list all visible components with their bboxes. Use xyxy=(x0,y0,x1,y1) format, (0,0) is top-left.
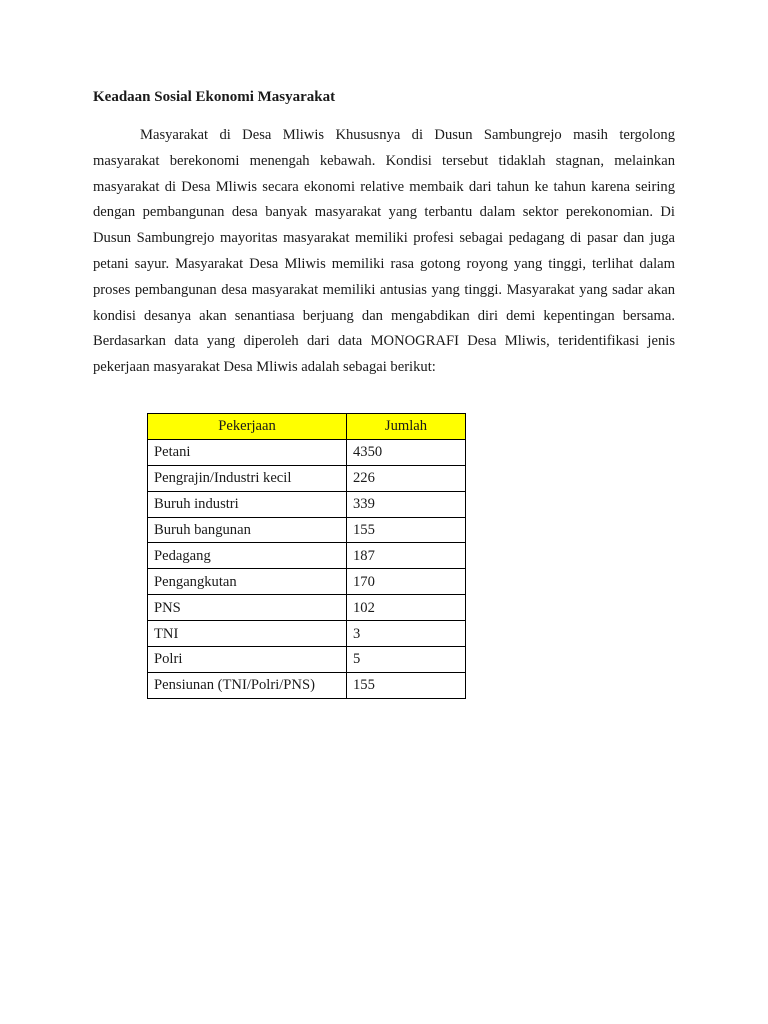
count-cell: 155 xyxy=(347,517,466,543)
table-row xyxy=(148,621,466,647)
table-row xyxy=(148,517,466,543)
job-cell: Pedagang xyxy=(148,543,347,569)
table-row xyxy=(148,543,466,569)
count-cell: 170 xyxy=(347,569,466,595)
section-heading: Keadaan Sosial Ekonomi Masyarakat xyxy=(93,89,336,105)
table-row xyxy=(148,439,466,465)
column-header-pekerjaan: Pekerjaan xyxy=(148,414,347,440)
job-cell: Polri xyxy=(148,647,347,673)
job-cell: Buruh industri xyxy=(148,491,347,517)
table-row xyxy=(148,672,466,698)
job-cell: Pengangkutan xyxy=(148,569,347,595)
job-cell: Petani xyxy=(148,439,347,465)
count-cell: 226 xyxy=(347,465,466,491)
occupation-table xyxy=(147,413,466,699)
table-row xyxy=(148,491,466,517)
job-cell: Pengrajin/Industri kecil xyxy=(148,465,347,491)
job-cell: TNI xyxy=(148,621,347,647)
table-row xyxy=(148,647,466,673)
count-cell: 3 xyxy=(347,621,466,647)
table-row xyxy=(148,569,466,595)
count-cell: 339 xyxy=(347,491,466,517)
job-cell: Pensiunan (TNI/Polri/PNS) xyxy=(148,672,347,698)
column-header-jumlah: Jumlah xyxy=(347,414,466,440)
count-cell: 155 xyxy=(347,672,466,698)
count-cell: 102 xyxy=(347,595,466,621)
body-paragraph: Masyarakat di Desa Mliwis Khususnya di Dusun Sambungrejo masih tergolong masyarakat berekonomi menengah kebawah. Kondisi tersebut tidaklah stagnan, melainkan masyarakat di Desa Mliwis secara ekonomi relative membaik dari tahun ke tahun karena seiring dengan pembangunan desa banyak masyarakat yang terbantu dalam sektor perekonomian. Di Dusun Sambungrejo mayoritas masyarakat memiliki profesi sebagai pedagang di pasar dan juga petani sayur. Masyarakat Desa Mliwis memiliki rasa gotong royong yang tinggi, terlihat dalam proses pembangunan desa masyarakat memiliki antusias yang tinggi. Masyarakat yang sadar akan kondisi desanya akan senantiasa berjuang dan mengabdikan diri demi kepentingan bersama. Berdasarkan data yang diperoleh dari data MONOGRAFI Desa Mliwis, teridentifikasi jenis pekerjaan masyarakat Desa Mliwis adalah sebagai berikut: xyxy=(93,127,675,376)
job-cell: PNS xyxy=(148,595,347,621)
count-cell: 4350 xyxy=(347,439,466,465)
table-header-row xyxy=(148,414,466,440)
job-cell: Buruh bangunan xyxy=(148,517,347,543)
count-cell: 187 xyxy=(347,543,466,569)
table-row xyxy=(148,465,466,491)
count-cell: 5 xyxy=(347,647,466,673)
table-row xyxy=(148,595,466,621)
